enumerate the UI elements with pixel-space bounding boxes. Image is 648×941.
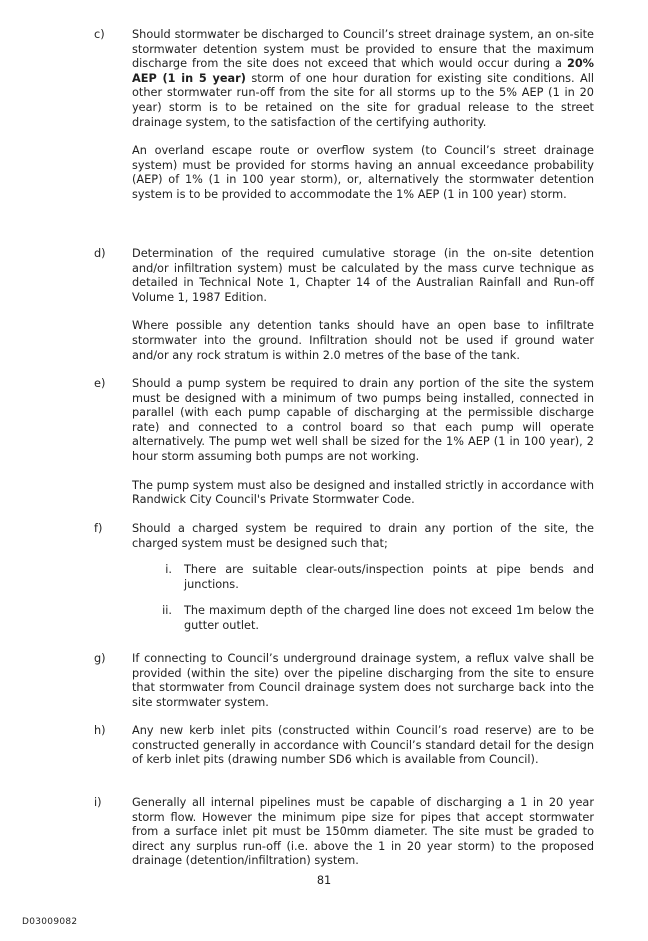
clause-paragraph: An overland escape route or overflow system (to Council’s street drainage system) must be provided for storms having an annual exceedance probability (AEP) of 1% (1 in 100 year storm), or, alternatively the stormwater detention system is to be provided to accommodate the 1% AEP (1 in 100 year) storm.: [132, 144, 594, 201]
clause-body: [132, 28, 594, 203]
sub-item-label: i.: [165, 563, 172, 577]
document-id: D03009082: [22, 917, 78, 927]
clause-paragraph: Generally all internal pipelines must be capable of discharging a 1 in 20 year storm flow. However the minimum pipe size for pipes that accept stormwater from a surface inlet pit must be 150mm diameter. The site must be graded to direct any surplus run-off (i.e. above the 1 in 20 year storm) to the proposed drainage (detention/infiltration) system.: [132, 796, 594, 868]
clause-paragraph: Where possible any detention tanks should have an open base to infiltrate stormwater into the ground. Infiltration should not be used if ground water and/or any rock stratum is within 2.0 metres of the base of the tank.: [132, 319, 594, 362]
clause-body: [132, 724, 594, 768]
clause-body: [132, 247, 594, 363]
clause-paragraph: If connecting to Council’s underground drainage system, a reflux valve shall be provided (within the site) over the pipeline discharging from the site to ensure that stormwater from Council drainage system does not surcharge back into the site stormwater system.: [132, 652, 594, 709]
clause-label: h): [94, 724, 106, 737]
bold-emphasis: 20% AEP (1 in 5 year): [132, 57, 594, 85]
clause-paragraph: Any new kerb inlet pits (constructed within Council’s road reserve) are to be constructed generally in accordance with Council’s standard detail for the design of kerb inlet pits (drawing number SD6 which is available from Council).: [132, 724, 594, 767]
clause-paragraph: [132, 28, 594, 130]
sub-item-text: There are suitable clear-outs/inspection points at pipe bends and junctions.: [184, 563, 594, 591]
clause-body: [132, 377, 594, 508]
clause-label: g): [94, 652, 106, 665]
page-number: 81: [316, 874, 332, 887]
sub-item-text: The maximum depth of the charged line does not exceed 1m below the gutter outlet.: [184, 604, 594, 632]
sub-item: [132, 604, 594, 633]
clause-paragraph: Should a charged system be required to drain any portion of the site, the charged system must be designed such that;: [132, 522, 594, 550]
clause-label: d): [94, 247, 106, 260]
paragraph-text: Should stormwater be discharged to Council’s street drainage system, an on-site stormwater detention system must be provided to ensure that the maximum discharge from the site does not exceed that which would occur during a: [132, 28, 594, 71]
clause-paragraph: The pump system must also be designed and installed strictly in accordance with Randwick City Council's Private Stormwater Code.: [132, 478, 594, 507]
clause-label: i): [94, 796, 102, 809]
clause-label: e): [94, 377, 106, 390]
paragraph-text: storm of one hour duration for existing site conditions. All other stormwater run-off from the site for all storms up to the 5% AEP (1 in 20 year) storm is to be retained on the site for gradual release to the street drainage system, to the satisfaction of the certifying authority.: [132, 71, 595, 129]
clause-paragraph: Should a pump system be required to drain any portion of the site the system must be designed with a minimum of two pumps being installed, connected in parallel (with each pump capable of discharging at the permissible discharge rate) and connected to a control board so that each pump will operate alternatively. The pump wet well shall be sized for the 1% AEP (1 in 100 year), 2 hour storm assuming both pumps are not working.: [132, 377, 594, 463]
clause-label: f): [94, 522, 103, 535]
sub-item: [132, 563, 594, 592]
clause-paragraph: Determination of the required cumulative storage (in the on-site detention and/or infiltration system) must be calculated by the mass curve technique as detailed in Technical Note 1, Chapter 14 of the Australian Rainfall and Run-off Volume 1, 1987 Edition.: [132, 247, 594, 304]
clause-body: [132, 796, 594, 869]
clause-label: c): [94, 28, 105, 41]
sub-item-label: ii.: [162, 604, 172, 618]
clause-body: [132, 522, 594, 634]
clause-body: [132, 652, 594, 710]
